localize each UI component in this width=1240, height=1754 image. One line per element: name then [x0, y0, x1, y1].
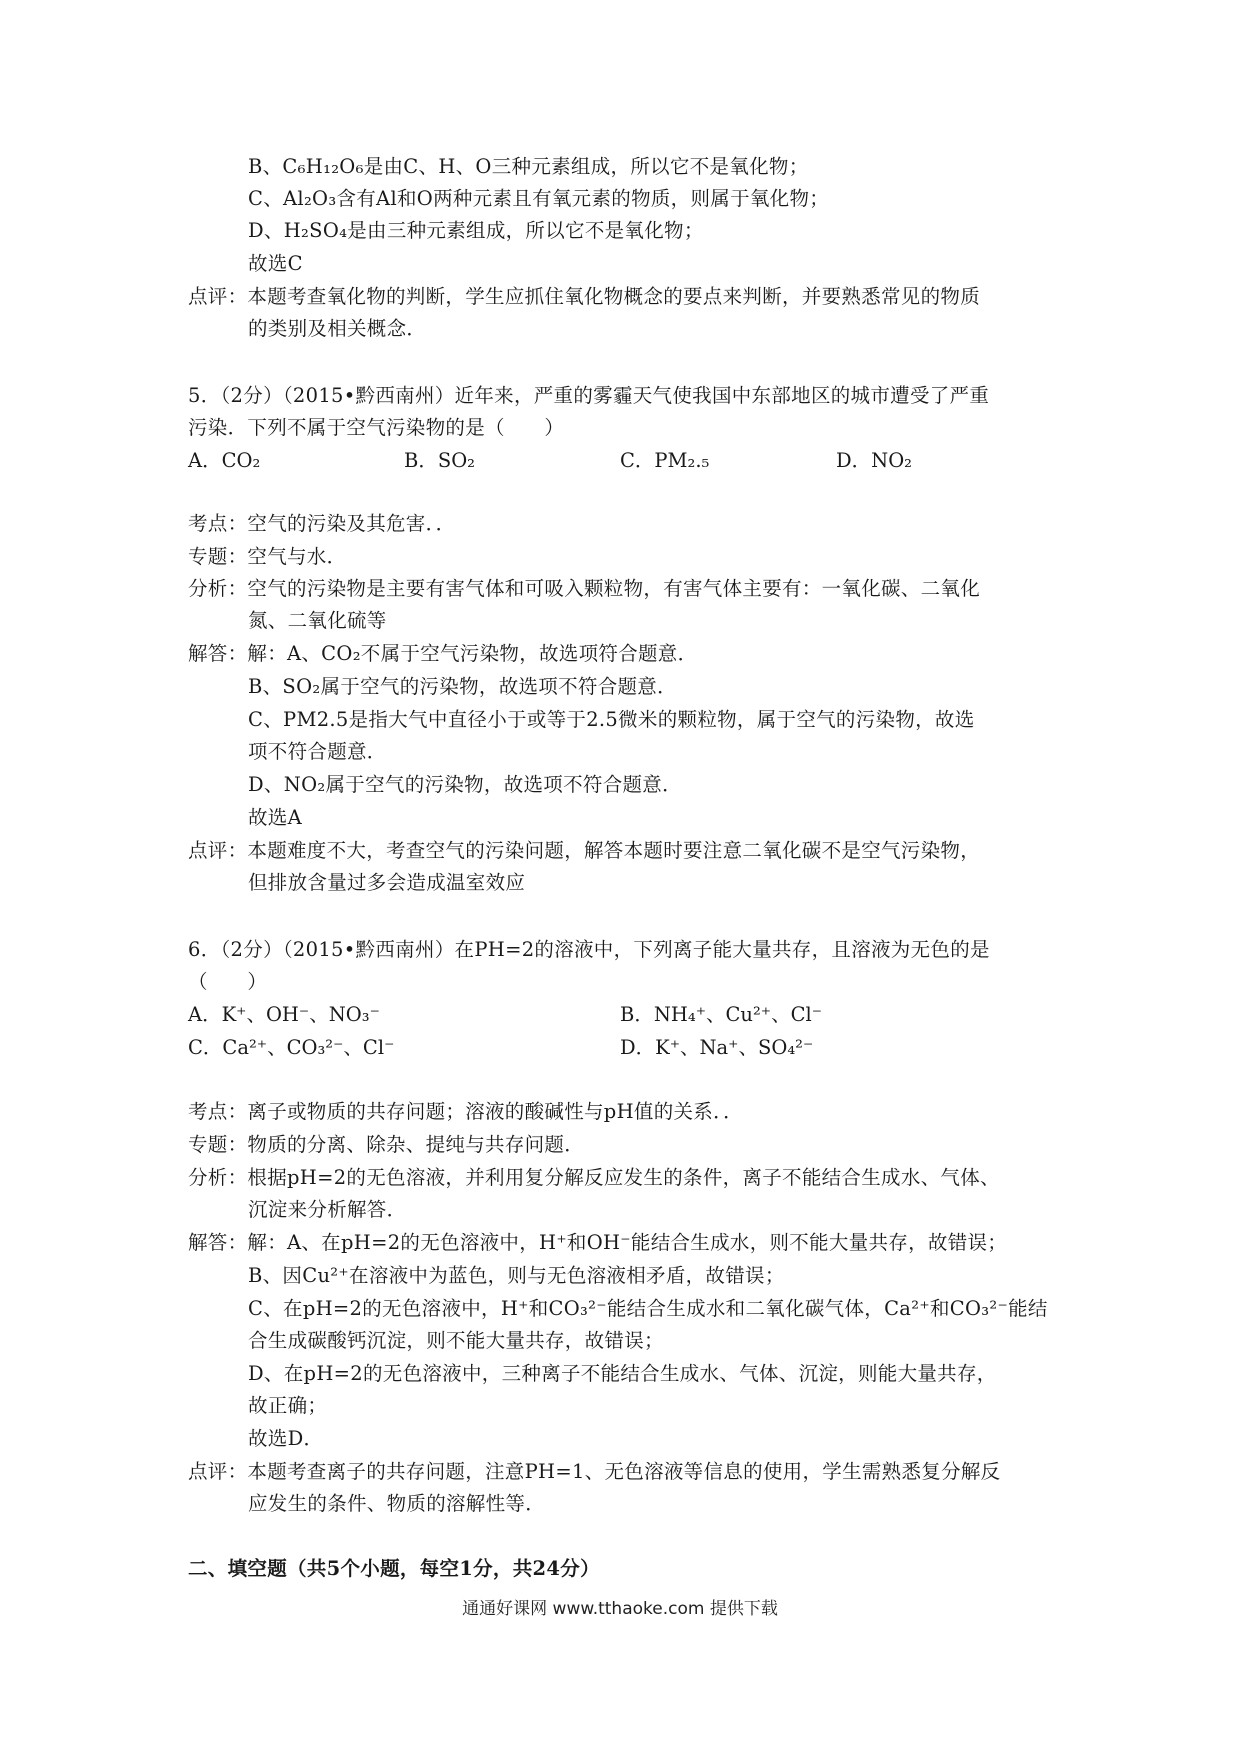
q6-stem-line2: （ ） [188, 970, 268, 993]
q5-comment-line2: 但排放含量过多会造成温室效应 [248, 871, 526, 894]
q6-analysis-line1: 分析：根据pH=2的无色溶液，并利用复分解反应发生的条件，离子不能结合生成水、气体、 [188, 1166, 1000, 1189]
q6-solution-line6: 故正确； [248, 1394, 328, 1417]
q6-option-d: D．K⁺、Na⁺、SO₄²⁻ [620, 1036, 814, 1059]
q6-knowledge-point: 考点：离子或物质的共存问题；溶液的酸碱性与pH值的关系．． [188, 1100, 743, 1123]
q5-option-b: B．SO₂ [404, 449, 475, 472]
q5-option-c: C．PM₂.₅ [620, 449, 710, 472]
q5-topic: 专题：空气与水． [188, 545, 347, 568]
q4-analysis-c: C、Al₂O₃含有Al和O两种元素且有氧元素的物质，则属于氧化物； [248, 187, 830, 210]
q4-comment-line2: 的类别及相关概念． [248, 317, 427, 340]
q5-stem-line1: 5．（2分）（2015•黔西南州）近年来，严重的雾霾天气使我国中东部地区的城市遭受了严重 [188, 384, 990, 407]
page-footer: 通通好课网 www.tthaoke.com 提供下载 [462, 1599, 778, 1619]
q5-solution-line5: D、NO₂属于空气的污染物，故选项不符合题意． [248, 773, 682, 796]
q6-option-a: A．K⁺、OH⁻、NO₃⁻ [188, 1003, 380, 1026]
q5-solution-line6: 故选A [248, 806, 302, 829]
q5-option-a: A．CO₂ [188, 449, 261, 472]
q6-solution-line7: 故选D． [248, 1427, 324, 1450]
q5-analysis-line1: 分析：空气的污染物是主要有害气体和可吸入颗粒物，有害气体主要有：一氧化碳、二氧化 [188, 577, 981, 600]
q6-topic: 专题：物质的分离、除杂、提纯与共存问题． [188, 1133, 585, 1156]
q5-solution-line2: B、SO₂属于空气的污染物，故选项不符合题意． [248, 675, 677, 698]
q5-analysis-line2: 氮、二氧化硫等 [248, 609, 387, 632]
q6-solution-line5: D、在pH=2的无色溶液中，三种离子不能结合生成水、气体、沉淀，则能大量共存， [248, 1362, 997, 1385]
q5-solution-line4: 项不符合题意． [248, 740, 387, 763]
q6-stem-line1: 6．（2分）（2015•黔西南州）在PH=2的溶液中，下列离子能大量共存，且溶液为无色的是 [188, 938, 990, 961]
q6-solution-line2: B、因Cu²⁺在溶液中为蓝色，则与无色溶液相矛盾，故错误； [248, 1264, 785, 1287]
q5-solution-line1: 解答：解：A、CO₂不属于空气污染物，故选项符合题意． [188, 642, 698, 665]
q4-comment-line1: 点评：本题考查氧化物的判断，学生应抓住氧化物概念的要点来判断，并要熟悉常见的物质 [188, 285, 981, 308]
q6-option-b: B．NH₄⁺、Cu²⁺、Cl⁻ [620, 1003, 823, 1026]
q5-solution-line3: C、PM2.5是指大气中直径小于或等于2.5微米的颗粒物，属于空气的污染物，故选 [248, 708, 975, 731]
q6-solution-line3: C、在pH=2的无色溶液中，H⁺和CO₃²⁻能结合生成水和二氧化碳气体，Ca²⁺和CO₃²⁻能结 [248, 1297, 1048, 1320]
q4-answer: 故选C [248, 252, 303, 275]
q5-option-d: D．NO₂ [836, 449, 913, 472]
q6-solution-line4: 合生成碳酸钙沉淀，则不能大量共存，故错误； [248, 1329, 664, 1352]
q5-comment-line1: 点评：本题难度不大，考查空气的污染问题，解答本题时要注意二氧化碳不是空气污染物， [188, 839, 981, 862]
q4-analysis-b: B、C₆H₁₂O₆是由C、H、O三种元素组成，所以它不是氧化物； [248, 155, 809, 178]
q6-comment-line2: 应发生的条件、物质的溶解性等． [248, 1492, 546, 1515]
q6-option-c: C．Ca²⁺、CO₃²⁻、Cl⁻ [188, 1036, 395, 1059]
q6-analysis-line2: 沉淀来分析解答． [248, 1198, 407, 1221]
q5-stem-line2: 污染．下列不属于空气污染物的是（ ） [188, 416, 565, 439]
q4-analysis-d: D、H₂SO₄是由三种元素组成，所以它不是氧化物； [248, 219, 704, 242]
q6-solution-line1: 解答：解：A、在pH=2的无色溶液中，H⁺和OH⁻能结合生成水，则不能大量共存，故错误； [188, 1231, 1008, 1254]
section-heading: 二、填空题（共5个小题，每空1分，共24分） [188, 1557, 600, 1580]
q5-knowledge-point: 考点：空气的污染及其危害．． [188, 512, 456, 535]
q6-comment-line1: 点评：本题考查离子的共存问题，注意PH=1、无色溶液等信息的使用，学生需熟悉复分解反 [188, 1460, 1001, 1483]
